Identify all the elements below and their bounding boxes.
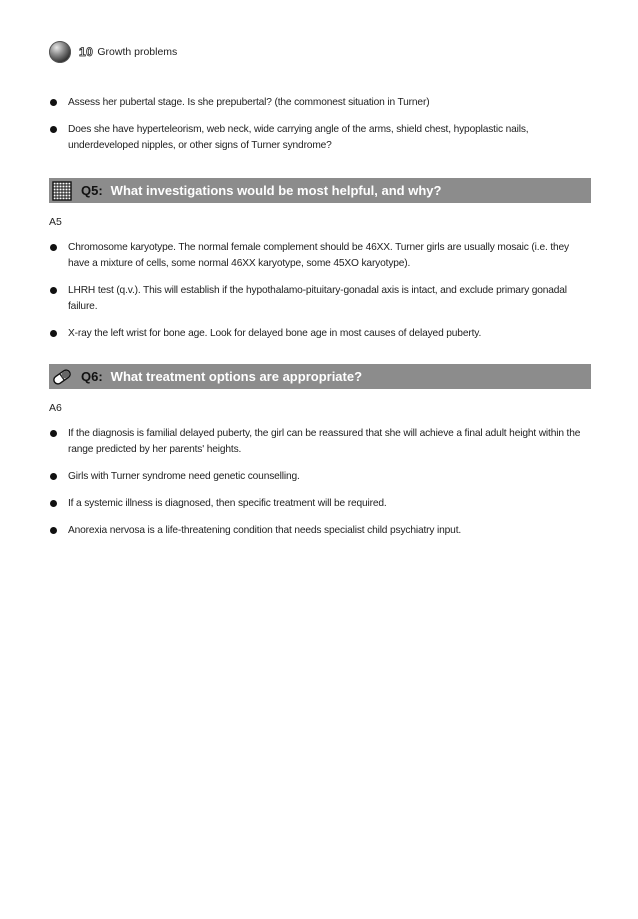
a5-bullet-list <box>49 240 591 353</box>
list-item <box>49 95 591 111</box>
bullet-icon <box>50 330 57 337</box>
list-item <box>49 122 591 154</box>
list-item <box>49 240 591 272</box>
bullet-text: If a systemic illness is diagnosed, then specific treatment will be required. <box>68 498 387 509</box>
question-number: Q6: <box>81 369 103 384</box>
bullet-icon <box>50 99 57 106</box>
chapter-ball-icon <box>49 41 71 63</box>
chapter-header <box>49 40 177 64</box>
list-item <box>49 523 591 539</box>
bullet-icon <box>50 430 57 437</box>
bullet-icon <box>50 527 57 534</box>
bullet-text: X-ray the left wrist for bone age. Look for delayed bone age in most causes of delayed puberty. <box>68 328 482 339</box>
bullet-icon <box>50 126 57 133</box>
question-text: What treatment options are appropriate? <box>110 369 363 384</box>
list-item <box>49 426 591 458</box>
list-item <box>49 469 591 485</box>
bullet-text: Chromosome karyotype. The normal female complement should be 46XX. Turner girls are usually mosaic (i.e. they have a mixture of cells, some normal 46XX karyotype, some 45XO karyotype). <box>68 242 569 269</box>
bullet-text: Does she have hyperteleorism, web neck, wide carrying angle of the arms, shield chest, hypoplastic nails, underdeveloped nipples, or other signs of Turner syndrome? <box>68 124 529 151</box>
grid-icon <box>51 180 73 202</box>
intro-bullet-list <box>49 95 591 165</box>
bullet-icon <box>50 287 57 294</box>
bullet-text: LHRH test (q.v.). This will establish if the hypothalamo-pituitary-gonadal axis is intact, and exclude primary gonadal failure. <box>68 285 567 312</box>
answer-label-a5: A5 <box>49 216 62 228</box>
list-item <box>49 283 591 315</box>
a6-bullet-list <box>49 426 591 550</box>
question-bar-q5 <box>49 178 591 203</box>
question-text: What investigations would be most helpful, and why? <box>110 183 442 198</box>
pill-icon <box>51 366 73 388</box>
list-item <box>49 496 591 512</box>
question-bar-q6 <box>49 364 591 389</box>
bullet-text: Girls with Turner syndrome need genetic counselling. <box>68 471 300 482</box>
list-item <box>49 326 591 342</box>
bullet-text: Assess her pubertal stage. Is she prepubertal? (the commonest situation in Turner) <box>68 97 430 108</box>
bullet-icon <box>50 244 57 251</box>
bullet-text: If the diagnosis is familial delayed puberty, the girl can be reassured that she will achieve a final adult height within the range predicted by her parents' heights. <box>68 428 581 455</box>
bullet-text: Anorexia nervosa is a life-threatening condition that needs specialist child psychiatry input. <box>68 525 462 536</box>
chapter-number: 10 <box>79 45 94 59</box>
bullet-icon <box>50 500 57 507</box>
chapter-title: Growth problems <box>97 46 178 58</box>
question-number: Q5: <box>81 183 103 198</box>
bullet-icon <box>50 473 57 480</box>
answer-label-a6: A6 <box>49 402 62 414</box>
